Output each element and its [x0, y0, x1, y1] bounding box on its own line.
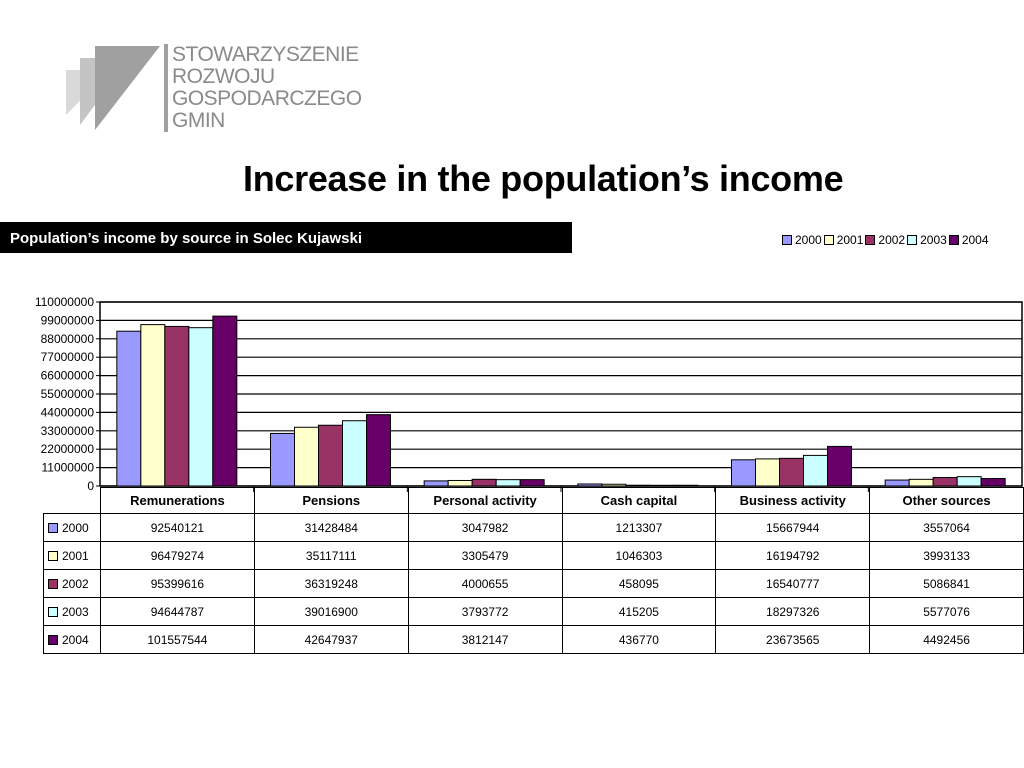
- legend-item: [824, 233, 864, 247]
- logo-line: ROZWOJU: [172, 65, 275, 88]
- y-tick-label: 110000000: [34, 295, 94, 309]
- data-label: 3557064: [870, 514, 1024, 542]
- data-label: 15667944: [716, 514, 870, 542]
- table-row: [44, 626, 1024, 654]
- slide-title: Increase in the population’s income: [243, 158, 844, 199]
- bar: [165, 326, 189, 486]
- bar: [756, 459, 780, 486]
- bar: [271, 433, 295, 486]
- data-label: 415205: [562, 598, 716, 626]
- legend-item: [907, 233, 947, 247]
- data-label: 39016900: [254, 598, 408, 626]
- data-label: 96479274: [100, 542, 254, 570]
- series-name: 2004: [62, 632, 89, 647]
- legend-item: [782, 233, 822, 247]
- bar: [780, 458, 804, 486]
- table-corner: [44, 488, 101, 514]
- y-tick-label: 66000000: [40, 368, 94, 383]
- bar: [981, 478, 1005, 486]
- bar: [496, 480, 520, 486]
- bar: [295, 427, 319, 486]
- bar: [472, 479, 496, 486]
- chart-subtitle: Population’s income by source in Solec Kujawski: [10, 230, 363, 247]
- bar: [732, 460, 756, 486]
- data-label: 94644787: [100, 598, 254, 626]
- series-name: 2003: [62, 604, 89, 619]
- series-name: 2002: [62, 576, 89, 591]
- bar: [520, 480, 544, 486]
- y-tick-label: 44000000: [40, 405, 94, 420]
- bar: [213, 316, 237, 486]
- data-label: 3793772: [408, 598, 562, 626]
- data-label: 16194792: [716, 542, 870, 570]
- y-tick-label: 99000000: [40, 313, 94, 328]
- logo-text: [172, 44, 362, 132]
- y-tick-label: 22000000: [40, 442, 94, 457]
- legend-label: 2003: [920, 233, 947, 247]
- x-category-label: Remunerations: [100, 488, 254, 514]
- legend-swatch: [907, 235, 917, 245]
- legend-swatch: [824, 235, 834, 245]
- bar: [674, 485, 698, 486]
- data-label: 3812147: [408, 626, 562, 654]
- table-row-label: [44, 570, 101, 598]
- legend-label: 2004: [961, 233, 989, 247]
- legend-label: 2002: [878, 233, 906, 247]
- bar: [343, 421, 367, 486]
- series-name: 2000: [62, 520, 89, 535]
- data-label: 18297326: [716, 598, 870, 626]
- bar: [189, 328, 213, 486]
- logo-line: GOSPODARCZEGO: [172, 87, 362, 110]
- data-label: 4492456: [870, 626, 1024, 654]
- bar: [933, 477, 957, 486]
- table-row: [44, 570, 1024, 598]
- legend-label: 2001: [836, 233, 864, 247]
- data-label: 5577076: [870, 598, 1024, 626]
- data-label: 36319248: [254, 570, 408, 598]
- legend-item: [949, 233, 989, 247]
- bar: [626, 485, 650, 486]
- table-header-row: [44, 488, 1024, 514]
- bar-chart: [0, 290, 1024, 500]
- bar: [424, 481, 448, 486]
- data-label: 458095: [562, 570, 716, 598]
- data-label: 4000655: [408, 570, 562, 598]
- data-label: 95399616: [100, 570, 254, 598]
- legend-swatch: [48, 523, 58, 533]
- logo-line: GMIN: [172, 109, 225, 132]
- legend-swatch: [48, 607, 58, 617]
- table-row: [44, 542, 1024, 570]
- series-name: 2001: [62, 548, 89, 563]
- legend-label: 2000: [795, 233, 822, 247]
- bar: [578, 484, 602, 486]
- legend-item: [865, 233, 905, 247]
- data-label: 5086841: [870, 570, 1024, 598]
- bar: [804, 455, 828, 486]
- bar: [117, 331, 141, 486]
- legend-swatch: [949, 235, 959, 245]
- data-label: 3305479: [408, 542, 562, 570]
- data-label: 42647937: [254, 626, 408, 654]
- table-row-label: [44, 514, 101, 542]
- data-label: 101557544: [100, 626, 254, 654]
- data-label: 436770: [562, 626, 716, 654]
- legend-swatch: [48, 551, 58, 561]
- subtitle-bar: [0, 222, 572, 253]
- x-category-label: Cash capital: [562, 488, 716, 514]
- bar: [319, 425, 343, 486]
- table-row: [44, 514, 1024, 542]
- bar: [602, 484, 626, 486]
- y-tick-label: 55000000: [40, 387, 94, 401]
- data-label: 35117111: [254, 542, 408, 570]
- data-label: 92540121: [100, 514, 254, 542]
- y-tick-label: 77000000: [40, 350, 94, 365]
- y-tick-label: 0: [87, 479, 94, 493]
- table-row-label: [44, 626, 101, 654]
- x-category-label: Pensions: [254, 488, 408, 514]
- table-row: [44, 598, 1024, 626]
- bar: [367, 415, 391, 486]
- data-label: 1046303: [562, 542, 716, 570]
- x-category-label: Personal activity: [408, 488, 562, 514]
- bar: [141, 325, 165, 486]
- data-label: 1213307: [562, 514, 716, 542]
- bar: [885, 480, 909, 486]
- data-label: 31428484: [254, 514, 408, 542]
- bar: [957, 477, 981, 486]
- x-category-label: Other sources: [870, 488, 1024, 514]
- x-category-label: Business activity: [716, 488, 870, 514]
- bar: [650, 485, 674, 486]
- data-table: [43, 487, 1024, 654]
- y-tick-label: 88000000: [40, 331, 94, 346]
- legend-swatch: [48, 635, 58, 645]
- bar: [828, 446, 852, 486]
- data-label: 16540777: [716, 570, 870, 598]
- data-label: 3047982: [408, 514, 562, 542]
- table-row-label: [44, 598, 101, 626]
- legend-swatch: [865, 235, 875, 245]
- data-label: 23673565: [716, 626, 870, 654]
- y-tick-label: 11000000: [41, 460, 94, 475]
- bar: [448, 480, 472, 486]
- legend-swatch: [782, 235, 792, 245]
- legend-swatch: [48, 579, 58, 589]
- data-label: 3993133: [870, 542, 1024, 570]
- table-row-label: [44, 542, 101, 570]
- bar: [909, 479, 933, 486]
- logo-line: STOWARZYSZENIE: [172, 43, 359, 66]
- chart-legend: [782, 233, 991, 247]
- y-tick-label: 33000000: [40, 423, 94, 438]
